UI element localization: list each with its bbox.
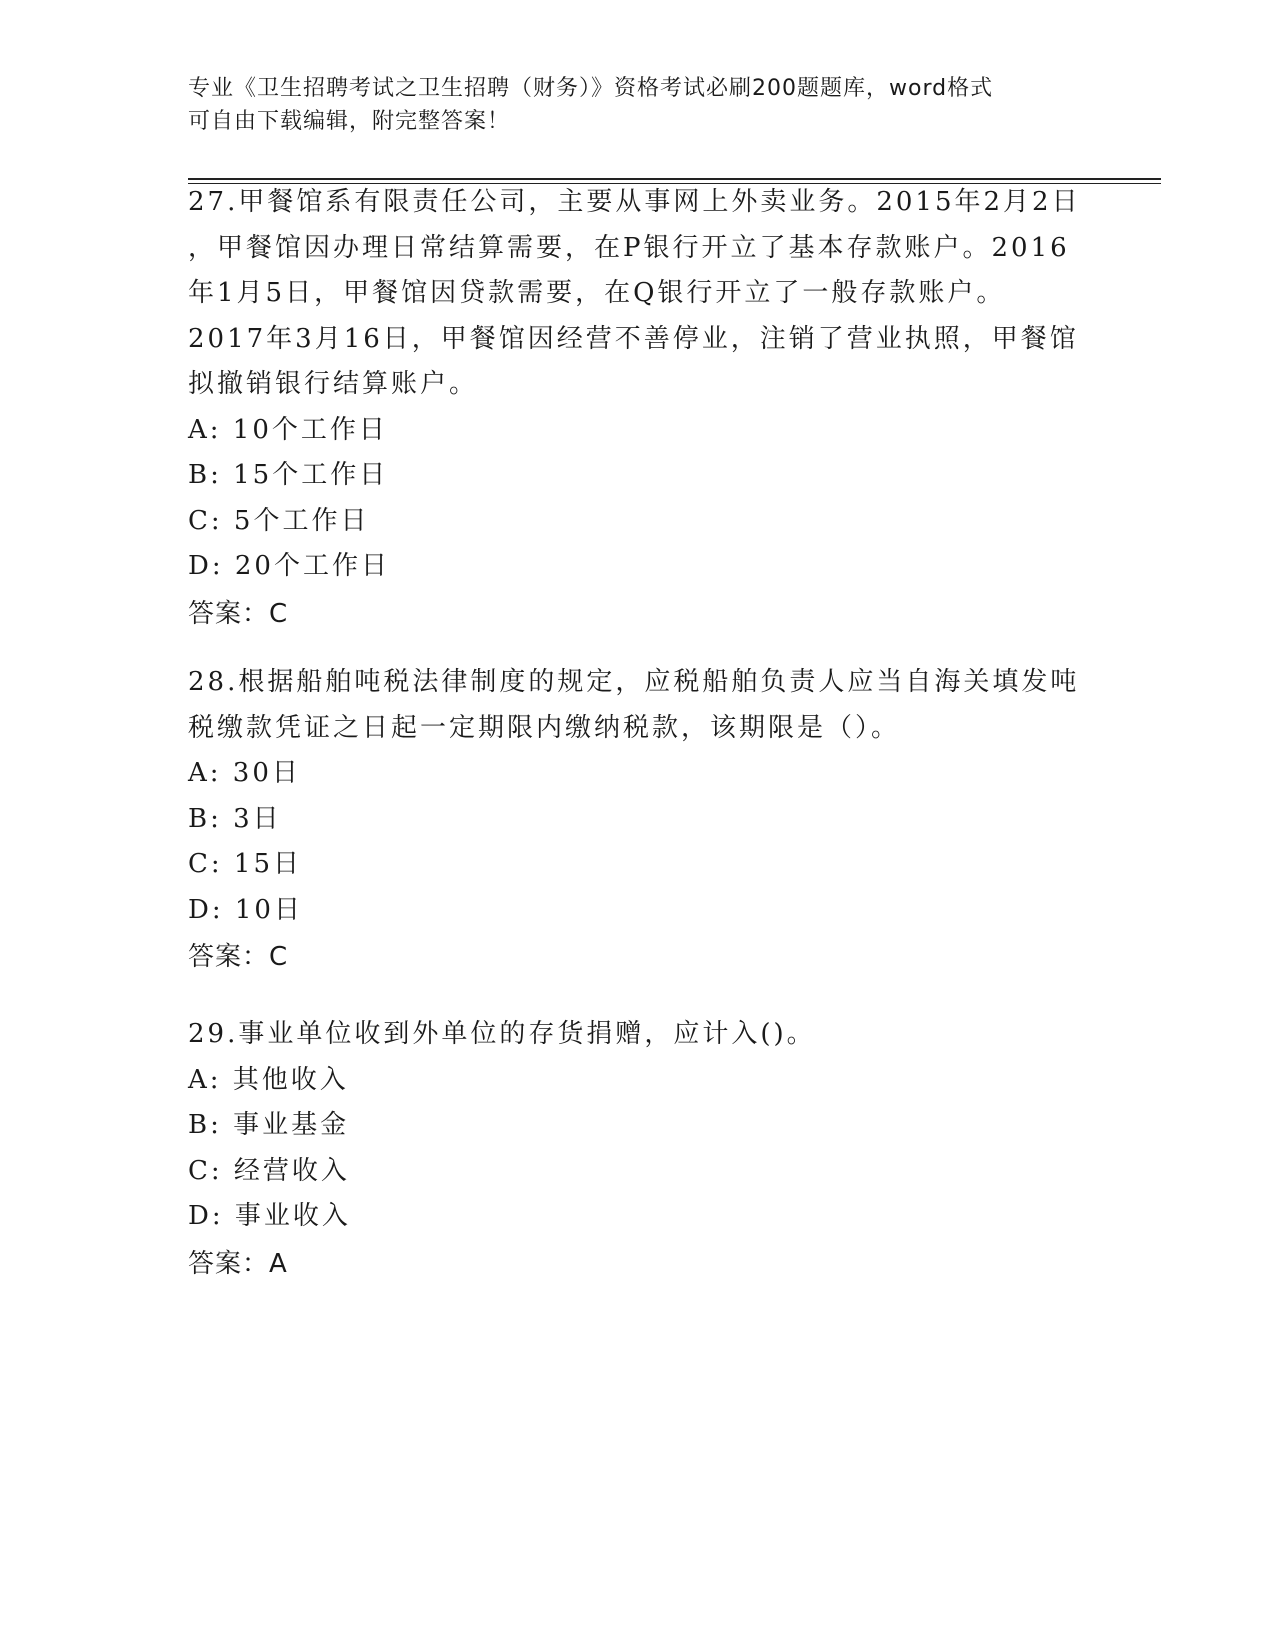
question-27-line-2: ，甲餐馆因办理日常结算需要，在P银行开立了基本存款账户。2016 <box>188 232 1070 263</box>
question-28-stem <box>188 660 1088 751</box>
question-27-line-4: 2017年3月16日，甲餐馆因经营不善停业，注销了营业执照，甲餐馆 <box>188 323 1079 354</box>
question-28-option-a: A: 30日 <box>188 758 301 788</box>
question-29-answer: 答案：A <box>188 1248 288 1279</box>
question-28-option-b: B: 3日 <box>188 803 282 834</box>
question-29-stem <box>188 1012 1088 1058</box>
question-28-option-d: D: 10日 <box>188 894 303 925</box>
question-28-option-c: C: 15日 <box>188 849 303 879</box>
question-28-answer: 答案：C <box>188 942 289 972</box>
question-29 <box>188 1012 1088 1287</box>
question-29-option-a: A: 其他收入 <box>188 1064 349 1095</box>
question-29-option-c: C: 经营收入 <box>188 1155 350 1186</box>
question-29-option-b: B: 事业基金 <box>188 1110 350 1140</box>
header-line-1: 专业《卫生招聘考试之卫生招聘（财务）》资格考试必刷200题题库，word格式 <box>188 76 994 101</box>
question-28-line-2: 税缴款凭证之日起一定期限内缴纳税款，该期限是（）。 <box>188 712 901 743</box>
question-27-line-5: 拟撤销银行结算账户。 <box>188 369 479 399</box>
question-27-option-d: D: 20个工作日 <box>188 551 390 581</box>
header-line-2: 可自由下载编辑，附完整答案！ <box>188 109 511 134</box>
question-27-answer: 答案：C <box>188 598 289 629</box>
question-27-stem <box>188 180 1088 408</box>
question-27-option-c: C: 5个工作日 <box>188 505 370 536</box>
question-27-option-b: B: 15个工作日 <box>188 460 389 490</box>
question-28 <box>188 660 1088 981</box>
question-29-option-d: D: 事业收入 <box>188 1201 351 1231</box>
question-29-line-1: 29.事业单位收到外单位的存货捐赠，应计入()。 <box>188 1019 816 1049</box>
question-27-line-1: 27.甲餐馆系有限责任公司，主要从事网上外卖业务。2015年2月2日 <box>188 187 1081 217</box>
document-header <box>188 72 1068 138</box>
question-27-line-3: 年1月5日，甲餐馆因贷款需要，在Q银行开立了一般存款账户。 <box>188 278 1006 308</box>
question-27 <box>188 180 1088 637</box>
question-27-option-a: A: 10个工作日 <box>188 414 388 445</box>
question-28-line-1: 28.根据船舶吨税法律制度的规定，应税船舶负责人应当自海关填发吨 <box>188 667 1080 697</box>
